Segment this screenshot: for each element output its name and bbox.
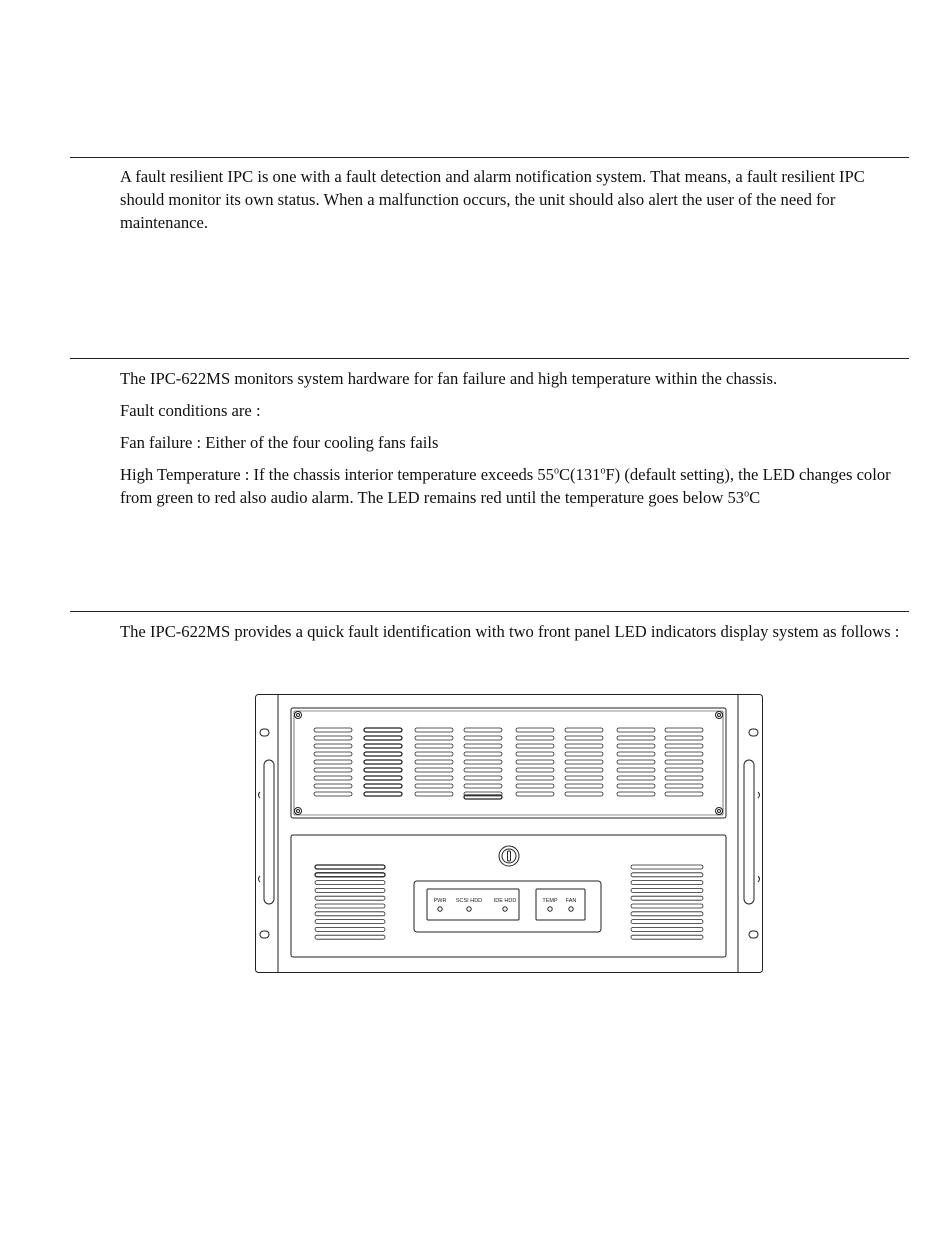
vent-slot: [314, 768, 352, 772]
panel-screw-icon: [297, 810, 300, 813]
vent-slot: [665, 792, 703, 796]
vent-slot: [415, 736, 453, 740]
vent-slot: [314, 784, 352, 788]
temp-led-icon: [548, 907, 552, 911]
vent-slot: [364, 768, 402, 772]
vent-slot: [364, 728, 402, 732]
scsi-hdd-led-label: SCSI HDD: [455, 898, 483, 904]
vent-slot: [516, 728, 554, 732]
right-ear-handle: [744, 760, 754, 904]
vent-slot: [415, 768, 453, 772]
vent-slot: [464, 795, 502, 799]
vent-slot: [364, 792, 402, 796]
vent-slot: [464, 744, 502, 748]
vent-slot: [617, 792, 655, 796]
vent-slot: [565, 792, 603, 796]
key-lock-slot: [508, 851, 511, 861]
vent-slot: [464, 776, 502, 780]
vent-slot: [364, 744, 402, 748]
pwr-led-label: PWR: [433, 898, 447, 904]
vent-slot: [631, 935, 703, 939]
vent-slot: [617, 784, 655, 788]
left-ear-handle: [264, 760, 274, 904]
vent-slot: [617, 752, 655, 756]
panel-screw-icon: [295, 712, 302, 719]
vent-slot: [631, 896, 703, 900]
left-ear-hole-bottom: [260, 931, 269, 938]
vent-slot: [631, 904, 703, 908]
upper-vent-panel-inner: [294, 711, 723, 815]
vent-slot: [665, 760, 703, 764]
vent-slot: [464, 784, 502, 788]
vent-slot: [364, 784, 402, 788]
right-ear-notch-top: [758, 792, 760, 798]
left-ear-notch-top: [259, 792, 261, 798]
panel-screw-icon: [716, 808, 723, 815]
vent-slot: [565, 776, 603, 780]
vent-slot: [315, 881, 385, 885]
vent-slot: [565, 760, 603, 764]
vent-slot: [631, 920, 703, 924]
section-rule-2: [70, 358, 909, 359]
vent-slot: [617, 744, 655, 748]
vent-slot: [631, 873, 703, 877]
panel-screw-icon: [718, 714, 721, 717]
vent-slot: [314, 728, 352, 732]
vent-slot: [565, 736, 603, 740]
right-ear-notch-bottom: [758, 876, 760, 882]
vent-slot: [464, 736, 502, 740]
high-temperature-paragraph: High Temperature : If the chassis interior temperature exceeds 55$^o$C(131$^o$F) (default setting), the LED changes color from green to red also audio alarm. The LED remains red until the temperature goes below 53$^o$C: [120, 465, 891, 507]
vent-slot: [516, 784, 554, 788]
vent-slot: [364, 776, 402, 780]
vent-slot: [415, 752, 453, 756]
right-ear-hole-bottom: [749, 931, 758, 938]
vent-slot: [415, 744, 453, 748]
vent-slot: [665, 728, 703, 732]
upper-vent-slots: [314, 728, 703, 799]
vent-slot: [315, 935, 385, 939]
pwr-led-icon: [438, 907, 442, 911]
vent-slot: [315, 896, 385, 900]
panel-screw-icon: [716, 712, 723, 719]
vent-slot: [516, 736, 554, 740]
vent-slot: [516, 760, 554, 764]
vent-slot: [415, 760, 453, 764]
vent-slot: [364, 752, 402, 756]
vent-slot: [315, 873, 385, 877]
vent-slot: [464, 728, 502, 732]
vent-slot: [665, 784, 703, 788]
fault-conditions-paragraph: Fault conditions are :: [120, 401, 261, 420]
ide-hdd-led-label: IDE HDD: [493, 898, 517, 904]
led-group-alarms: [536, 889, 585, 920]
vent-slot: [631, 912, 703, 916]
vent-slot: [565, 752, 603, 756]
vent-slot: [315, 904, 385, 908]
vent-slot: [516, 744, 554, 748]
vent-slot: [565, 744, 603, 748]
vent-slot: [464, 768, 502, 772]
vent-slot: [617, 760, 655, 764]
vent-slot: [464, 752, 502, 756]
ide-hdd-led-icon: [503, 907, 507, 911]
vent-slot: [565, 768, 603, 772]
vent-slot: [315, 865, 385, 869]
vent-slot: [631, 927, 703, 931]
vent-slot: [364, 736, 402, 740]
vent-slot: [314, 744, 352, 748]
vent-slot: [314, 792, 352, 796]
vent-slot: [631, 865, 703, 869]
vent-slot: [617, 776, 655, 780]
panel-screw-icon: [295, 808, 302, 815]
section-rule-1: [70, 157, 909, 158]
fan-failure-paragraph: Fan failure : Either of the four cooling fans fails: [120, 433, 439, 452]
vent-slot: [516, 768, 554, 772]
vent-slot: [516, 792, 554, 796]
front-panel-diagram: [254, 692, 764, 976]
left-ear-notch-bottom: [259, 876, 261, 882]
vent-slot: [516, 752, 554, 756]
upper-vent-panel: [291, 708, 726, 818]
vent-slot: [415, 776, 453, 780]
vent-slot: [665, 776, 703, 780]
vent-slot: [631, 881, 703, 885]
vent-slot: [665, 752, 703, 756]
vent-slot: [415, 784, 453, 788]
vent-slot: [464, 760, 502, 764]
vent-slot: [364, 760, 402, 764]
vent-slot: [665, 736, 703, 740]
vent-slot: [617, 736, 655, 740]
vent-slot: [314, 760, 352, 764]
vent-slot: [617, 728, 655, 732]
vent-slot: [631, 888, 703, 892]
vent-slot: [415, 792, 453, 796]
vent-slot: [315, 927, 385, 931]
vent-slot: [565, 784, 603, 788]
vent-slot: [314, 736, 352, 740]
led-group-drives: [427, 889, 519, 920]
vent-slot: [665, 768, 703, 772]
fan-led-label: FAN: [565, 898, 577, 904]
monitoring-paragraph: The IPC-622MS monitors system hardware for fan failure and high temperature within the chassis.: [120, 369, 778, 388]
vent-slot: [314, 752, 352, 756]
vent-slot: [516, 776, 554, 780]
panel-screw-icon: [718, 810, 721, 813]
intro-paragraph: A fault resilient IPC is one with a fault detection and alarm notification system. That means, a fault resilient IPC should monitor its own status. When a malfunction occurs, the unit should also alert the user of the need for maintenance.: [120, 167, 865, 232]
vent-slot: [315, 920, 385, 924]
panel-screw-icon: [297, 714, 300, 717]
vent-slot: [415, 728, 453, 732]
right-ear-hole-top: [749, 729, 758, 736]
temp-led-label: TEMP: [542, 898, 558, 904]
vent-slot: [315, 912, 385, 916]
vent-slot: [314, 776, 352, 780]
scsi-hdd-led-icon: [467, 907, 471, 911]
vent-slot: [315, 888, 385, 892]
vent-slot: [617, 768, 655, 772]
vent-slot: [665, 744, 703, 748]
section-rule-3: [70, 611, 909, 612]
vent-slot: [565, 728, 603, 732]
fan-led-icon: [569, 907, 573, 911]
left-ear-hole-top: [260, 729, 269, 736]
identification-paragraph: The IPC-622MS provides a quick fault identification with two front panel LED indicators display system as follows :: [120, 622, 900, 641]
